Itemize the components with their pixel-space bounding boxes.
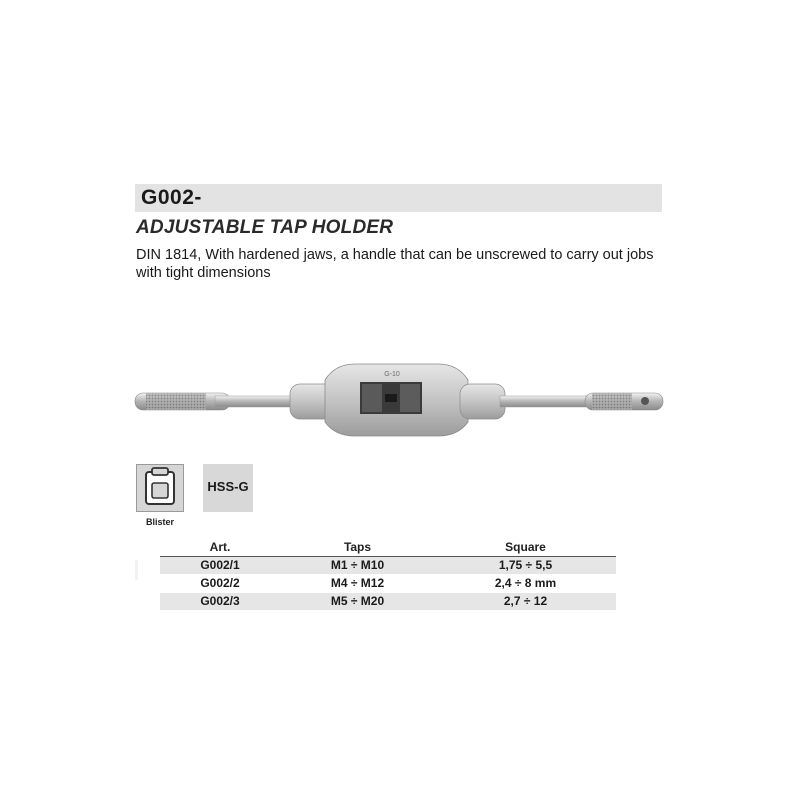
table-row: [160, 557, 616, 575]
header-art: Art.: [209, 540, 231, 554]
engraving-text: G-10: [384, 371, 400, 378]
cell-art: G002/2: [200, 576, 240, 590]
cell-taps: M4 ÷ M12: [330, 576, 385, 590]
header-taps: Taps: [343, 540, 372, 554]
blister-icon: [136, 464, 184, 512]
specs-table: [160, 540, 616, 611]
product-code: G002-: [141, 186, 202, 209]
cell-art: G002/3: [200, 594, 240, 608]
cell-art: G002/1: [200, 558, 240, 572]
packaging-caption: Blister: [145, 517, 174, 527]
product-title: ADJUSTABLE TAP HOLDER: [136, 217, 394, 238]
cell-square: 1,75 ÷ 5,5: [498, 558, 553, 572]
product-description: DIN 1814, With hardened jaws, a handle that can be unscrewed to carry out jobs with tight dimensions: [136, 247, 654, 281]
cell-square: 2,7 ÷ 12: [503, 594, 548, 608]
product-code-bar: [135, 184, 662, 212]
material-badge: [203, 464, 253, 512]
table-side-marker: [135, 560, 138, 580]
cell-taps: M5 ÷ M20: [330, 594, 385, 608]
table-row: [160, 593, 616, 611]
material-label: HSS-G: [207, 479, 249, 494]
cell-square: 2,4 ÷ 8 mm: [494, 576, 557, 590]
cell-taps: M1 ÷ M10: [330, 558, 385, 572]
table-row: [160, 575, 616, 593]
table-header: [160, 540, 616, 557]
header-square: Square: [505, 540, 546, 554]
tap-holder-image: [130, 358, 670, 438]
